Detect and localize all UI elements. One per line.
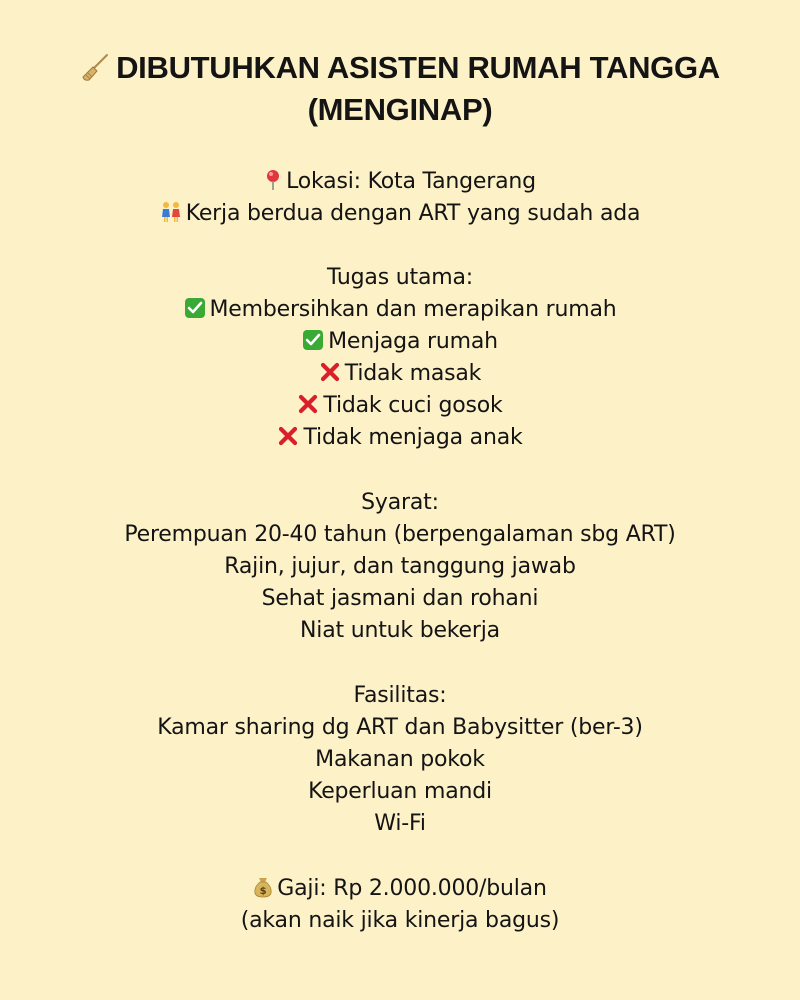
page-title (0, 47, 800, 131)
cross-mark-icon (297, 393, 319, 415)
round-pushpin-icon (264, 169, 282, 191)
salary-note: (akan naik jika kinerja bagus) (240, 908, 560, 933)
requirements-heading: Syarat: (361, 490, 439, 515)
task-item: Tidak menjaga anak (0, 422, 800, 454)
requirement-item: Perempuan 20-40 tahun (berpengalaman sbg ART) (124, 522, 676, 547)
facilities-heading: Fasilitas: (353, 683, 447, 708)
location-line: Lokasi: Kota Tangerang (0, 166, 800, 198)
cross-mark-icon (277, 425, 299, 447)
facility-item: Keperluan mandi (308, 779, 492, 804)
task-item: Membersihkan dan merapikan rumah (0, 294, 800, 326)
salary-line: $ Gaji: Rp 2.000.000/bulan (0, 873, 800, 905)
broom-icon (80, 52, 110, 82)
money-bag-icon (253, 876, 273, 898)
task-item: Menjaga rumah (0, 326, 800, 358)
requirement-item: Niat untuk bekerja (300, 618, 500, 643)
requirement-item: Rajin, jujur, dan tanggung jawab (224, 554, 576, 579)
check-mark-button-icon (184, 297, 206, 319)
tasks-heading: Tugas utama: (327, 265, 473, 290)
cross-mark-icon (319, 361, 341, 383)
two-women-icon (160, 201, 182, 223)
facility-item: Makanan pokok (315, 747, 485, 772)
check-mark-button-icon (302, 329, 324, 351)
team-line: Kerja berdua dengan ART yang sudah ada (0, 198, 800, 230)
title-line-2: (MENGINAP) (307, 92, 493, 127)
task-item: Tidak cuci gosok (0, 390, 800, 422)
facility-item: Wi-Fi (374, 811, 426, 836)
task-item: Tidak masak (0, 358, 800, 390)
svg-text:$: $ (259, 886, 267, 897)
requirement-item: Sehat jasmani dan rohani (261, 586, 539, 611)
facility-item: Kamar sharing dg ART dan Babysitter (ber-3) (157, 715, 643, 740)
title-line-1: DIBUTUHKAN ASISTEN RUMAH TANGGA (80, 50, 720, 85)
